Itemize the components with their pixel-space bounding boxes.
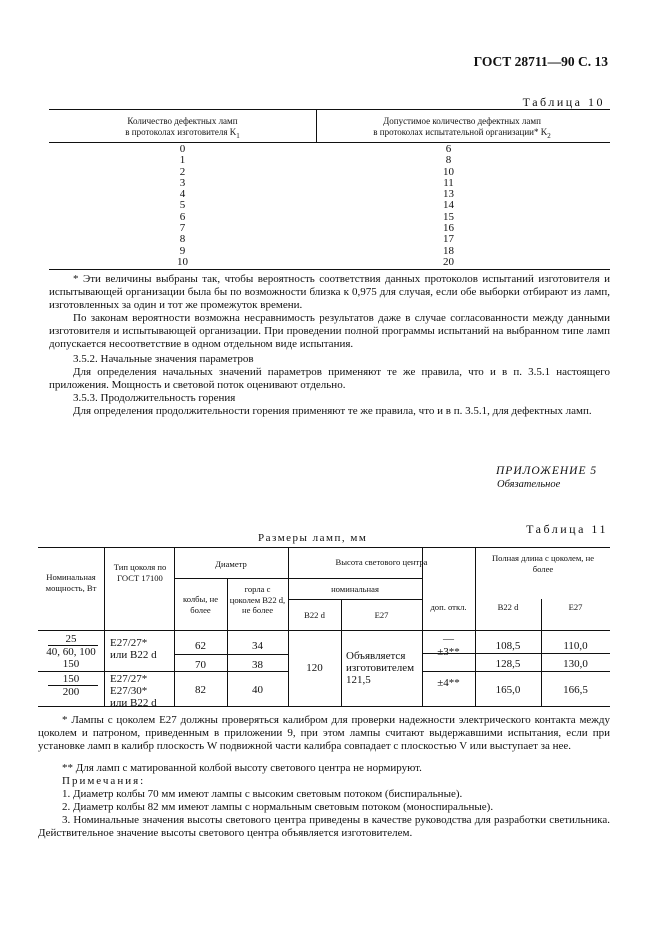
t11-neck-2: 38 (252, 659, 263, 671)
t11-power-3: 150 (62, 658, 80, 670)
t11-header-len-b22d: B22 d (497, 602, 519, 612)
t11-power-5: 200 (62, 686, 80, 698)
probability-paragraph: По законам вероятности возможна несравнимость результатов даже в случае согласованности между данными изготовителя и испытывающей организации. При проведении полной программы испытаний на выбранном типе ламп допускается несоответствие в одном отдельном виде испытания. (49, 312, 610, 351)
appendix-status: Обязательное (497, 479, 561, 490)
t11-header-h-b22d: B22 d (304, 610, 325, 620)
section-3-5-3-title: 3.5.3. Продолжительность горения (73, 392, 236, 404)
t11-neck-1: 34 (252, 640, 263, 652)
t11-len-e27-3: 166,5 (563, 684, 588, 696)
t11-power-2: 40, 60, 100 (46, 646, 96, 658)
t11-header-bulb: колбы, не более (182, 594, 219, 615)
t11-bulb-1: 62 (195, 640, 206, 652)
t11-header-h-e27: E27 (374, 610, 389, 620)
t11-header-cap: Тип цоколя по ГОСТ 17100 (113, 562, 167, 583)
table10-col1-values: 0 1 2 3 4 5 6 7 8 9 10 (177, 143, 188, 268)
t11-tol-1: — (443, 633, 454, 645)
t11-height-e27: Объявляется изготовителем 121,5 (346, 650, 415, 686)
table10-caption: Таблица 10 (522, 95, 605, 109)
t11-tol-3: ±4** (437, 677, 460, 689)
t11-height-b22d: 120 (306, 662, 323, 674)
t11-len-b22d-1: 108,5 (495, 640, 521, 652)
t11-len-e27-1: 110,0 (563, 640, 588, 652)
note-3: 3. Номинальные значения высоты светового центра приведены в качестве руководства для разработки светильника. Действительное значение высоты светового центра объявляется изготовителем. (38, 814, 610, 840)
t11-header-power: Номинальная мощность, Вт (45, 572, 97, 593)
page-header: ГОСТ 28711—90 С. 13 (473, 54, 608, 69)
t11-header-center-height: Высота светового центра (335, 557, 428, 567)
t11-cap-2: E27/27* E27/30* или B22 d (110, 673, 157, 709)
t11-len-e27-2: 130,0 (563, 658, 588, 670)
t11-neck-3: 40 (252, 684, 263, 696)
table10-header-border (49, 142, 610, 143)
t11-len-b22d-3: 165,0 (495, 684, 521, 696)
table11-title: Размеры ламп, мм (258, 532, 368, 544)
t11-tol-2: ±3** (437, 646, 460, 658)
table11-footnote-1: * Лампы с цоколем E27 должны проверяться калибром для проверки надежности электрического контакта между цоколем и патроном, приведенным в приложении 9, при этом лампы считают выдержавшими испытания, если при установке ламп в калибр плоскость W подвижной части калибра совпадает с плоскостью V или выступает за нее. (38, 714, 610, 753)
table11-caption: Таблица 11 (526, 522, 608, 536)
t11-header-tolerance: доп. откл. (430, 602, 467, 612)
table10-col2-values: 6 8 10 11 13 14 15 16 17 18 20 (443, 143, 454, 268)
table10-header-divider (316, 109, 317, 142)
t11-bulb-3: 82 (195, 684, 206, 696)
table10-col2-header: Допустимое количество дефектных ламп в протоколах испытательной организации* $K_2$ (373, 116, 551, 140)
appendix-title: ПРИЛОЖЕНИЕ 5 (496, 465, 598, 477)
table10-col1-header: Количество дефектных ламп в протоколах изготовителя $K_1$ (125, 116, 240, 140)
note-2: 2. Диаметр колбы 82 мм имеют лампы с нормальным световым потоком (моноспиральные). (62, 801, 494, 813)
t11-header-nominal: номинальная (331, 584, 379, 594)
section-3-5-3-text: Для определения продолжительности горения применяют те же правила, что и в п. 3.5.1, для дефектных ламп. (73, 405, 592, 417)
table10-footnote: * Эти величины выбраны так, чтобы вероятность соответствия данных протоколов испытаний изготовителя и испытывающей организации была бы по возможности близка к 0,975 для случая, если обе выборки отбирают из ламп, изготовленных за один и тот же промежуток времени. (49, 273, 610, 312)
t11-header-diameter: Диаметр (215, 559, 247, 569)
section-3-5-2-text: Для определения начальных значений параметров применяют те же правила, что и в п. 3.5.1 настоящего приложения. Мощность и световой поток оценивают отдельно. (49, 366, 610, 392)
table10-bottom-border (49, 269, 610, 270)
section-3-5-2-title: 3.5.2. Начальные значения параметров (73, 353, 254, 365)
t11-power-4: 150 (62, 673, 80, 685)
t11-header-neck: горла с цоколем B22 d, не более (229, 584, 286, 615)
t11-power-1: 25 (65, 633, 77, 645)
table10-top-border (49, 109, 610, 110)
t11-bulb-2: 70 (195, 659, 206, 671)
t11-header-full-length: Полная длина с цоколем, не более (491, 553, 595, 574)
notes-title: Примечания: (62, 775, 146, 787)
t11-len-b22d-2: 128,5 (495, 658, 521, 670)
table11-footnote-2: ** Для ламп с матированной колбой высоту светового центра не нормируют. (62, 762, 422, 774)
t11-cap-1: E27/27* или B22 d (110, 637, 157, 661)
note-1: 1. Диаметр колбы 70 мм имеют лампы с высоким световым потоком (биспиральные). (62, 788, 463, 800)
t11-header-len-e27: E27 (568, 602, 583, 612)
